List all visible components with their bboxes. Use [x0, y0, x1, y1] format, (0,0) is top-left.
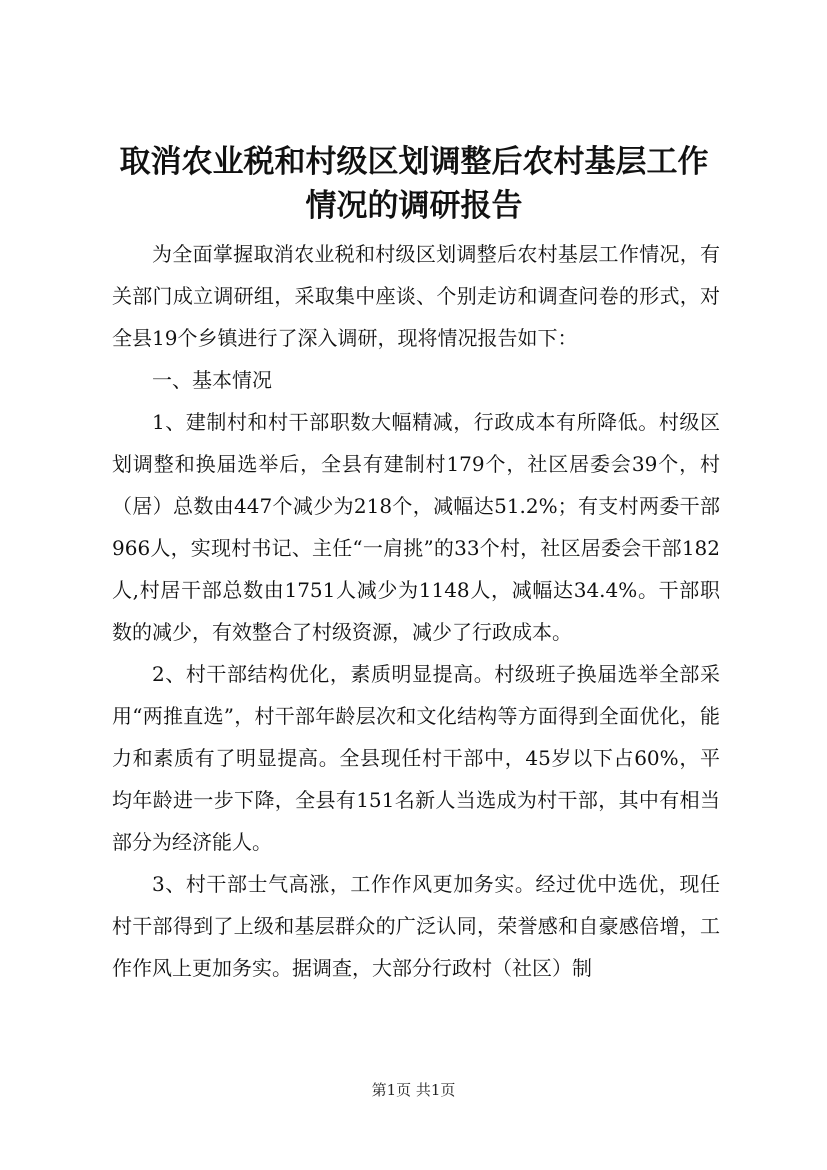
document-title: 取消农业税和村级区划调整后农村基层工作情况的调研报告	[119, 144, 709, 224]
document-body	[112, 233, 720, 989]
paragraph-item-3: 3、村干部士气高涨，工作作风更加务实。经过优中选优，现任村干部得到了上级和基层群众的广泛认同，荣誉感和自豪感倍增，工作作风上更加务实。据调查，大部分行政村（社区）制	[112, 872, 720, 980]
page-number-footer: 第1页 共1页	[371, 1081, 456, 1099]
paragraph-item-2: 2、村干部结构优化，素质明显提高。村级班子换届选举全部采用“两推直选”，村干部年龄层次和文化结构等方面得到全面优化，能力和素质有了明显提高。全县现任村干部中，45岁以下占60%，平均年龄进一步下降，全县有151名新人当选成为村干部，其中有相当部分为经济能人。	[112, 662, 720, 854]
paragraph-intro: 为全面掌握取消农业税和村级区划调整后农村基层工作情况，有关部门成立调研组，采取集中座谈、个别走访和调查问卷的形式，对全县19个乡镇进行了深入调研，现将情况报告如下：	[112, 242, 720, 350]
paragraph-item-1: 1、建制村和村干部职数大幅精减，行政成本有所降低。村级区划调整和换届选举后，全县有建制村179个，社区居委会39个，村（居）总数由447个减少为218个，减幅达51.2%；有支村两委干部966人，实现村书记、主任“一肩挑”的33个村，社区居委会干部182人,村居干部总数由1751人减少为1148人，减幅达34.4%。干部职数的减少，有效整合了村级资源，减少了行政成本。	[112, 410, 720, 644]
section-heading-basic-situation: 一、基本情况	[152, 368, 272, 392]
